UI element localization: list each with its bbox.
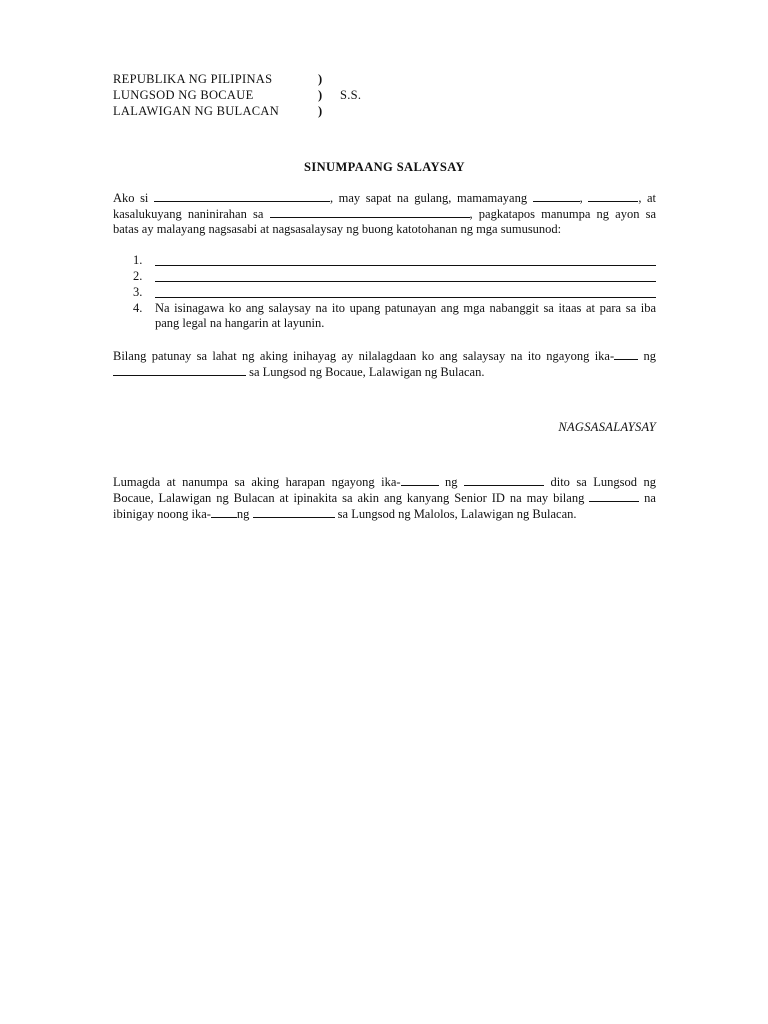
para3-text: Lumagda at nanumpa sa aking harapan ngayong ika- <box>113 475 401 489</box>
venue-republic: REPUBLIKA NG PILIPINAS <box>113 72 273 86</box>
venue-header <box>113 72 656 119</box>
para2-text: sa Lungsod ng Bocaue, Lalawigan ng Bulacan. <box>246 365 485 379</box>
list-item <box>113 285 656 300</box>
venue-city: LUNGSOD NG BOCAUE <box>113 88 254 102</box>
jurat-day-blank[interactable] <box>401 474 439 486</box>
affiant-paragraph <box>113 190 656 237</box>
day-blank[interactable] <box>614 348 638 360</box>
attestation-paragraph <box>113 348 656 380</box>
statement-list <box>113 253 656 331</box>
venue-paren: ) <box>318 72 323 86</box>
venue-right <box>340 72 656 87</box>
affiant-signature-label: NAGSASALAYSAY <box>558 420 656 434</box>
issue-month-blank[interactable] <box>253 506 335 518</box>
document-title: SINUMPAANG SALAYSAY <box>304 160 465 174</box>
para1-text: , pagkatapos manumpa ng ayon sa batas ay malayang nagsasabi at nagsasalaysay ng buong katotohanan ng mga sumusunod: <box>113 207 657 236</box>
statement-text: Na isinagawa ko ang salaysay na ito upang patunayan ang mga nabanggit sa itaas at para sa iba pang legal na hangarin at layunin. <box>155 301 656 330</box>
venue-province: LALAWIGAN NG BULACAN <box>113 104 280 118</box>
jurat-paragraph <box>113 474 656 522</box>
statement-blank[interactable] <box>155 269 656 282</box>
para1-text: Ako si <box>113 191 154 205</box>
jurat-month-blank[interactable] <box>464 474 544 486</box>
para1-text: , <box>579 191 589 205</box>
item-number: 4. <box>133 301 143 315</box>
venue-paren: ) <box>318 104 323 118</box>
senior-id-blank[interactable] <box>589 490 639 502</box>
statement-blank[interactable] <box>155 285 656 298</box>
address-blank[interactable] <box>270 206 470 218</box>
document-page <box>113 72 656 522</box>
para3-text: sa Lungsod ng Malolos, Lalawigan ng Bulacan. <box>334 507 577 521</box>
issue-day-blank[interactable] <box>211 506 237 518</box>
item-number: 3. <box>133 285 143 299</box>
venue-ss: S.S. <box>340 88 362 102</box>
list-item <box>113 301 656 331</box>
citizenship-blank[interactable] <box>533 190 580 202</box>
para3-text: dito sa Lungsod ng Bocaue, Lalawigan ng Bulacan at ipinakita sa akin ang kanyang Senior ID na may bilang <box>113 475 657 505</box>
list-item <box>113 253 656 268</box>
item-number: 2. <box>133 269 143 283</box>
venue-paren: ) <box>318 88 323 102</box>
statement-blank[interactable] <box>155 253 656 266</box>
civil-status-blank[interactable] <box>588 190 638 202</box>
venue-right <box>340 104 656 119</box>
month-year-blank[interactable] <box>113 364 246 376</box>
name-blank[interactable] <box>154 190 330 202</box>
list-item <box>113 269 656 284</box>
para2-text: Bilang patunay sa lahat ng aking inihayag ay nilalagdaan ko ang salaysay na ito ngayong ika- <box>113 349 615 363</box>
para3-text: na ibinigay noong ika- <box>113 491 656 521</box>
para3-text: ng <box>438 475 465 489</box>
para3-text: ng <box>236 507 253 521</box>
item-number: 1. <box>133 253 143 267</box>
para1-text: , at kasalukuyang naninirahan sa <box>113 191 657 221</box>
para2-text: ng <box>638 349 657 363</box>
para1-text: , may sapat na gulang, mamamayang <box>329 191 533 205</box>
